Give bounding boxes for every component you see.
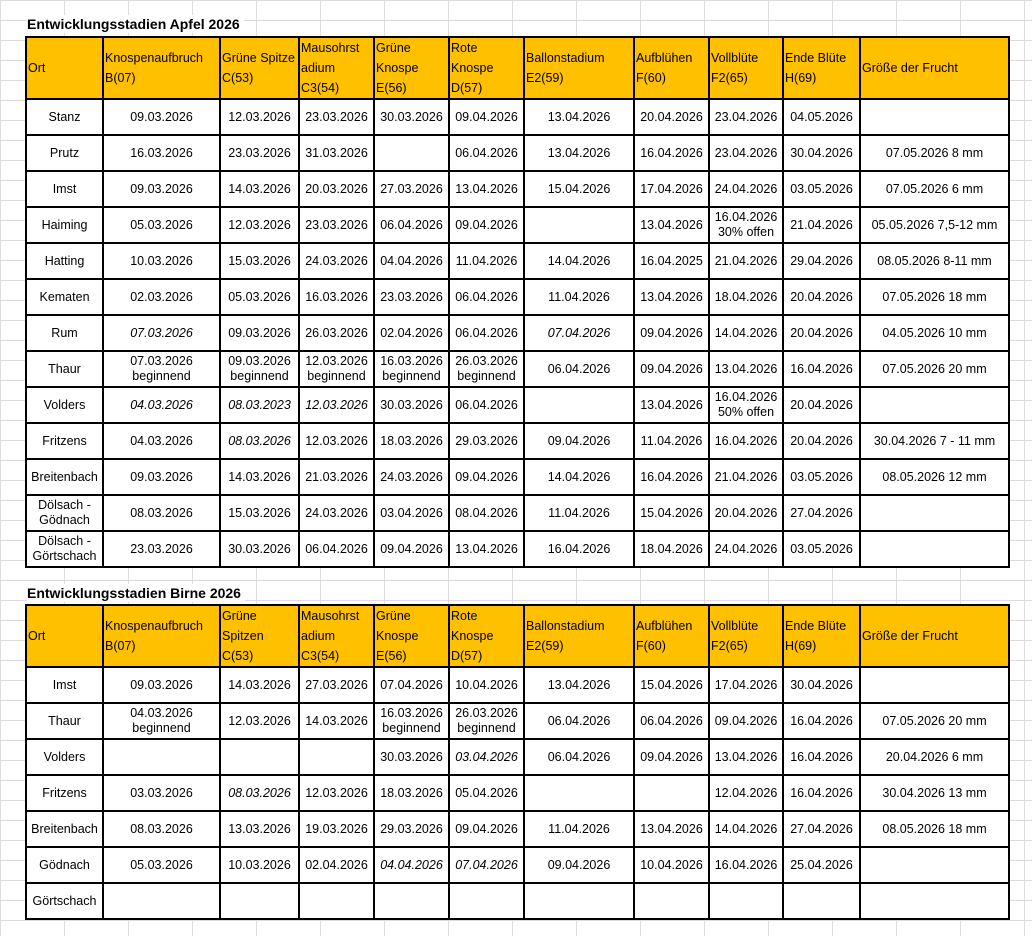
- column-header[interactable]: Aufblühen F(60): [634, 605, 709, 667]
- table-row: [26, 351, 1009, 387]
- date-cell[interactable]: 26.03.2026 beginnend: [449, 703, 524, 739]
- date-cell[interactable]: [783, 883, 860, 919]
- date-cell[interactable]: 23.03.2026: [220, 135, 299, 171]
- date-cell[interactable]: 16.04.2026: [783, 703, 860, 739]
- date-cell[interactable]: 09.04.2026: [449, 99, 524, 135]
- date-cell[interactable]: 24.03.2026: [299, 495, 374, 531]
- location-cell[interactable]: Gödnach: [26, 847, 103, 883]
- date-cell[interactable]: 11.04.2026: [524, 811, 634, 847]
- date-cell[interactable]: 30.03.2026: [374, 99, 449, 135]
- column-header[interactable]: Ort: [26, 37, 103, 99]
- date-cell[interactable]: 12.03.2026: [299, 387, 374, 423]
- date-cell[interactable]: 06.04.2026: [449, 135, 524, 171]
- location-cell[interactable]: Thaur: [26, 703, 103, 739]
- date-cell[interactable]: 20.04.2026: [783, 387, 860, 423]
- date-cell[interactable]: 05.04.2026: [449, 775, 524, 811]
- date-cell[interactable]: 27.04.2026: [783, 495, 860, 531]
- table-row: [26, 667, 1009, 703]
- date-cell[interactable]: 08.05.2026 12 mm: [860, 459, 1009, 495]
- date-cell[interactable]: 27.03.2026: [299, 667, 374, 703]
- date-cell[interactable]: 07.05.2026 8 mm: [860, 135, 1009, 171]
- date-cell[interactable]: 16.03.2026: [299, 279, 374, 315]
- date-cell[interactable]: 20.04.2026 6 mm: [860, 739, 1009, 775]
- date-cell[interactable]: 09.03.2026: [103, 99, 220, 135]
- column-header[interactable]: Rote Knospe D(57): [449, 605, 524, 667]
- date-cell[interactable]: 07.04.2026: [524, 315, 634, 351]
- date-cell[interactable]: 16.04.2026: [634, 135, 709, 171]
- date-cell[interactable]: 09.03.2026: [103, 667, 220, 703]
- column-header[interactable]: Aufblühen F(60): [634, 37, 709, 99]
- date-cell[interactable]: 12.03.2026: [220, 207, 299, 243]
- date-cell[interactable]: 16.04.2026: [634, 459, 709, 495]
- location-cell[interactable]: Hatting: [26, 243, 103, 279]
- date-cell[interactable]: 15.04.2026: [634, 667, 709, 703]
- date-cell[interactable]: 30.03.2026: [220, 531, 299, 567]
- date-cell[interactable]: 02.03.2026: [103, 279, 220, 315]
- date-cell[interactable]: 06.04.2026: [449, 315, 524, 351]
- date-cell[interactable]: 06.04.2026: [449, 279, 524, 315]
- date-cell[interactable]: 20.04.2026: [783, 279, 860, 315]
- date-cell[interactable]: [524, 387, 634, 423]
- table-row: [26, 207, 1009, 243]
- table-row: [26, 703, 1009, 739]
- date-cell[interactable]: 09.03.2026: [103, 171, 220, 207]
- date-cell[interactable]: 16.03.2026 beginnend: [374, 351, 449, 387]
- date-cell[interactable]: 10.03.2026: [103, 243, 220, 279]
- table-row: [26, 847, 1009, 883]
- column-header[interactable]: Grüne Spitzen C(53): [220, 605, 299, 667]
- date-cell[interactable]: [634, 775, 709, 811]
- date-cell[interactable]: [449, 883, 524, 919]
- date-cell[interactable]: 20.04.2026: [634, 99, 709, 135]
- date-cell[interactable]: 08.03.2026: [220, 423, 299, 459]
- date-cell[interactable]: 17.04.2026: [634, 171, 709, 207]
- date-cell[interactable]: 14.04.2026: [524, 459, 634, 495]
- date-cell[interactable]: 14.03.2026: [220, 171, 299, 207]
- location-cell[interactable]: Fritzens: [26, 775, 103, 811]
- date-cell[interactable]: 15.04.2026: [634, 495, 709, 531]
- date-cell[interactable]: 21.04.2026: [783, 207, 860, 243]
- date-cell[interactable]: 12.03.2026: [299, 423, 374, 459]
- date-cell[interactable]: [860, 495, 1009, 531]
- date-cell[interactable]: 10.04.2026: [634, 847, 709, 883]
- pear-header-row: [26, 605, 1009, 667]
- date-cell[interactable]: 26.03.2026 beginnend: [449, 351, 524, 387]
- date-cell[interactable]: [860, 667, 1009, 703]
- date-cell[interactable]: 08.03.2026: [103, 811, 220, 847]
- date-cell[interactable]: 24.04.2026: [709, 531, 783, 567]
- column-header[interactable]: Knospenaufbruch B(07): [103, 605, 220, 667]
- date-cell[interactable]: 09.04.2026: [524, 847, 634, 883]
- date-cell[interactable]: 13.04.2026: [634, 207, 709, 243]
- date-cell[interactable]: 14.04.2026: [524, 243, 634, 279]
- date-cell[interactable]: 20.04.2026: [783, 423, 860, 459]
- date-cell[interactable]: 16.04.2026 30% offen: [709, 207, 783, 243]
- date-cell[interactable]: 11.04.2026: [524, 495, 634, 531]
- date-cell[interactable]: 06.04.2026: [524, 739, 634, 775]
- column-header[interactable]: Ende Blüte H(69): [783, 37, 860, 99]
- date-cell[interactable]: 13.04.2026: [449, 531, 524, 567]
- table-row: [26, 459, 1009, 495]
- date-cell[interactable]: 27.03.2026: [374, 171, 449, 207]
- date-cell[interactable]: 23.03.2026: [374, 279, 449, 315]
- date-cell[interactable]: 07.04.2026: [374, 667, 449, 703]
- date-cell[interactable]: [220, 883, 299, 919]
- date-cell[interactable]: 25.04.2026: [783, 847, 860, 883]
- column-header[interactable]: Größe der Frucht: [860, 37, 1009, 99]
- date-cell[interactable]: [634, 883, 709, 919]
- date-cell[interactable]: 09.04.2026: [449, 811, 524, 847]
- date-cell[interactable]: 15.04.2026: [524, 171, 634, 207]
- date-cell[interactable]: 16.03.2026: [103, 135, 220, 171]
- date-cell[interactable]: 14.03.2026: [220, 667, 299, 703]
- date-cell[interactable]: 04.03.2026: [103, 387, 220, 423]
- date-cell[interactable]: 13.04.2026: [709, 351, 783, 387]
- date-cell[interactable]: 03.04.2026: [374, 495, 449, 531]
- date-cell[interactable]: [524, 207, 634, 243]
- date-cell[interactable]: 04.04.2026: [374, 847, 449, 883]
- date-cell[interactable]: 16.04.2026: [783, 775, 860, 811]
- column-header[interactable]: Vollblüte F2(65): [709, 37, 783, 99]
- date-cell[interactable]: 05.03.2026: [103, 207, 220, 243]
- date-cell[interactable]: 08.03.2026: [103, 495, 220, 531]
- date-cell[interactable]: [524, 775, 634, 811]
- date-cell[interactable]: 02.04.2026: [299, 847, 374, 883]
- date-cell[interactable]: 03.05.2026: [783, 531, 860, 567]
- location-cell[interactable]: Thaur: [26, 351, 103, 387]
- location-cell[interactable]: Volders: [26, 739, 103, 775]
- date-cell[interactable]: 23.04.2026: [709, 135, 783, 171]
- table-row: [26, 171, 1009, 207]
- date-cell[interactable]: 21.04.2026: [709, 459, 783, 495]
- date-cell[interactable]: 17.04.2026: [709, 667, 783, 703]
- date-cell[interactable]: 09.04.2026: [449, 207, 524, 243]
- date-cell[interactable]: 07.05.2026 18 mm: [860, 279, 1009, 315]
- date-cell[interactable]: 12.03.2026 beginnend: [299, 351, 374, 387]
- column-header[interactable]: Vollblüte F2(65): [709, 605, 783, 667]
- date-cell[interactable]: 03.03.2026: [103, 775, 220, 811]
- date-cell[interactable]: 03.05.2026: [783, 171, 860, 207]
- date-cell[interactable]: 09.03.2026: [103, 459, 220, 495]
- date-cell[interactable]: 06.04.2026: [524, 703, 634, 739]
- table-row: [26, 811, 1009, 847]
- table-row: [26, 315, 1009, 351]
- date-cell[interactable]: 11.04.2026: [634, 423, 709, 459]
- date-cell[interactable]: 30.04.2026: [783, 667, 860, 703]
- date-cell[interactable]: 08.05.2026 8-11 mm: [860, 243, 1009, 279]
- date-cell[interactable]: 20.04.2026: [709, 495, 783, 531]
- date-cell[interactable]: 18.03.2026: [374, 423, 449, 459]
- location-cell[interactable]: Görtschach: [26, 883, 103, 919]
- column-header[interactable]: Rote Knospe D(57): [449, 37, 524, 99]
- table-row: [26, 423, 1009, 459]
- date-cell[interactable]: 04.03.2026 beginnend: [103, 703, 220, 739]
- date-cell[interactable]: 16.04.2026 50% offen: [709, 387, 783, 423]
- date-cell[interactable]: 07.05.2026 20 mm: [860, 703, 1009, 739]
- date-cell[interactable]: [103, 883, 220, 919]
- date-cell[interactable]: 04.05.2026: [783, 99, 860, 135]
- date-cell[interactable]: 29.03.2026: [374, 811, 449, 847]
- date-cell[interactable]: 21.03.2026: [299, 459, 374, 495]
- location-cell[interactable]: Stanz: [26, 99, 103, 135]
- date-cell[interactable]: 06.04.2026: [634, 703, 709, 739]
- table-row: [26, 135, 1009, 171]
- location-cell[interactable]: Imst: [26, 171, 103, 207]
- location-cell[interactable]: Imst: [26, 667, 103, 703]
- apple-stages-table: [25, 36, 1010, 568]
- date-cell[interactable]: 13.04.2026: [524, 135, 634, 171]
- column-header[interactable]: Grüne Spitze C(53): [220, 37, 299, 99]
- date-cell[interactable]: 07.03.2026: [103, 315, 220, 351]
- apple-header-row: [26, 37, 1009, 99]
- date-cell[interactable]: 16.04.2026: [783, 739, 860, 775]
- column-header[interactable]: Knospenaufbruch B(07): [103, 37, 220, 99]
- date-cell[interactable]: 23.03.2026: [103, 531, 220, 567]
- date-cell[interactable]: 13.03.2026: [220, 811, 299, 847]
- date-cell[interactable]: [374, 883, 449, 919]
- location-cell[interactable]: Volders: [26, 387, 103, 423]
- date-cell[interactable]: 06.04.2026: [449, 387, 524, 423]
- date-cell[interactable]: 10.03.2026: [220, 847, 299, 883]
- date-cell[interactable]: 13.04.2026: [634, 387, 709, 423]
- date-cell[interactable]: 18.04.2026: [634, 531, 709, 567]
- date-cell[interactable]: 24.03.2026: [374, 459, 449, 495]
- date-cell[interactable]: 13.04.2026: [449, 171, 524, 207]
- date-cell[interactable]: 11.04.2026: [449, 243, 524, 279]
- date-cell[interactable]: 30.03.2026: [374, 387, 449, 423]
- date-cell[interactable]: 16.04.2025: [634, 243, 709, 279]
- date-cell[interactable]: 12.03.2026: [220, 99, 299, 135]
- table-row: [26, 883, 1009, 919]
- date-cell[interactable]: 13.04.2026: [524, 99, 634, 135]
- date-cell[interactable]: 13.04.2026: [634, 811, 709, 847]
- date-cell[interactable]: 14.04.2026: [709, 811, 783, 847]
- column-header[interactable]: Größe der Frucht: [860, 605, 1009, 667]
- date-cell[interactable]: 04.03.2026: [103, 423, 220, 459]
- location-cell[interactable]: Kematen: [26, 279, 103, 315]
- date-cell[interactable]: 05.03.2026: [220, 279, 299, 315]
- date-cell[interactable]: 07.03.2026 beginnend: [103, 351, 220, 387]
- pear-stages-table: [25, 604, 1010, 920]
- location-cell[interactable]: Breitenbach: [26, 811, 103, 847]
- pear-section-title: Entwicklungsstadien Birne 2026: [27, 584, 245, 602]
- location-cell[interactable]: Haiming: [26, 207, 103, 243]
- date-cell[interactable]: 30.04.2026 13 mm: [860, 775, 1009, 811]
- date-cell[interactable]: 23.03.2026: [299, 99, 374, 135]
- date-cell[interactable]: 14.04.2026: [709, 315, 783, 351]
- column-header[interactable]: Grüne Knospe E(56): [374, 37, 449, 99]
- date-cell[interactable]: 13.04.2026: [634, 279, 709, 315]
- date-cell[interactable]: [103, 739, 220, 775]
- date-cell[interactable]: 15.03.2026: [220, 243, 299, 279]
- date-cell[interactable]: [299, 883, 374, 919]
- column-header[interactable]: Ort: [26, 605, 103, 667]
- column-header[interactable]: Mausohrst adium C3(54): [299, 605, 374, 667]
- date-cell[interactable]: 30.03.2026: [374, 739, 449, 775]
- location-cell[interactable]: Rum: [26, 315, 103, 351]
- date-cell[interactable]: 06.04.2026: [524, 351, 634, 387]
- table-row: [26, 99, 1009, 135]
- date-cell[interactable]: 13.04.2026: [709, 739, 783, 775]
- date-cell[interactable]: 03.04.2026: [449, 739, 524, 775]
- date-cell[interactable]: 09.04.2026: [374, 531, 449, 567]
- date-cell[interactable]: 24.04.2026: [709, 171, 783, 207]
- date-cell[interactable]: 09.04.2026: [634, 351, 709, 387]
- date-cell[interactable]: 12.04.2026: [709, 775, 783, 811]
- table-row: [26, 495, 1009, 531]
- date-cell[interactable]: 03.05.2026: [783, 459, 860, 495]
- date-cell[interactable]: 16.04.2026: [709, 847, 783, 883]
- date-cell[interactable]: 06.04.2026: [299, 531, 374, 567]
- table-row: [26, 775, 1009, 811]
- date-cell[interactable]: 08.03.2023: [220, 387, 299, 423]
- date-cell[interactable]: 30.04.2026 7 - 11 mm: [860, 423, 1009, 459]
- date-cell[interactable]: 23.04.2026: [709, 99, 783, 135]
- date-cell[interactable]: 08.04.2026: [449, 495, 524, 531]
- date-cell[interactable]: 16.04.2026: [709, 423, 783, 459]
- date-cell[interactable]: 07.04.2026: [449, 847, 524, 883]
- location-cell[interactable]: Dölsach - Gödnach: [26, 495, 103, 531]
- date-cell[interactable]: 08.03.2026: [220, 775, 299, 811]
- date-cell[interactable]: 08.05.2026 18 mm: [860, 811, 1009, 847]
- date-cell[interactable]: 18.03.2026: [374, 775, 449, 811]
- date-cell[interactable]: 18.04.2026: [709, 279, 783, 315]
- date-cell[interactable]: 31.03.2026: [299, 135, 374, 171]
- date-cell[interactable]: 09.04.2026: [524, 423, 634, 459]
- date-cell[interactable]: 07.05.2026 6 mm: [860, 171, 1009, 207]
- date-cell[interactable]: 07.05.2026 20 mm: [860, 351, 1009, 387]
- date-cell[interactable]: [374, 135, 449, 171]
- date-cell[interactable]: 16.04.2026: [783, 351, 860, 387]
- date-cell[interactable]: 23.03.2026: [299, 207, 374, 243]
- date-cell[interactable]: [860, 387, 1009, 423]
- table-row: [26, 739, 1009, 775]
- date-cell[interactable]: 05.03.2026: [103, 847, 220, 883]
- date-cell[interactable]: 09.03.2026: [220, 315, 299, 351]
- column-header[interactable]: Ende Blüte H(69): [783, 605, 860, 667]
- date-cell[interactable]: 16.03.2026 beginnend: [374, 703, 449, 739]
- date-cell[interactable]: 13.04.2026: [524, 667, 634, 703]
- date-cell[interactable]: 14.03.2026: [220, 459, 299, 495]
- date-cell[interactable]: 09.04.2026: [709, 703, 783, 739]
- table-row: [26, 531, 1009, 567]
- column-header[interactable]: Ballonstadium E2(59): [524, 37, 634, 99]
- date-cell[interactable]: 09.03.2026 beginnend: [220, 351, 299, 387]
- table-row: [26, 387, 1009, 423]
- table-row: [26, 279, 1009, 315]
- date-cell[interactable]: 09.04.2026: [634, 739, 709, 775]
- date-cell[interactable]: 20.03.2026: [299, 171, 374, 207]
- date-cell[interactable]: [860, 99, 1009, 135]
- date-cell[interactable]: 21.04.2026: [709, 243, 783, 279]
- date-cell[interactable]: 04.04.2026: [374, 243, 449, 279]
- date-cell[interactable]: 12.03.2026: [220, 703, 299, 739]
- location-cell[interactable]: Breitenbach: [26, 459, 103, 495]
- date-cell[interactable]: 20.04.2026: [783, 315, 860, 351]
- date-cell[interactable]: [860, 531, 1009, 567]
- date-cell[interactable]: [860, 847, 1009, 883]
- date-cell[interactable]: [220, 739, 299, 775]
- location-cell[interactable]: Dölsach - Görtschach: [26, 531, 103, 567]
- location-cell[interactable]: Fritzens: [26, 423, 103, 459]
- date-cell[interactable]: [299, 739, 374, 775]
- date-cell[interactable]: 02.04.2026: [374, 315, 449, 351]
- date-cell[interactable]: [709, 883, 783, 919]
- date-cell[interactable]: [860, 883, 1009, 919]
- apple-section-title: Entwicklungsstadien Apfel 2026: [27, 15, 244, 33]
- column-header[interactable]: Ballonstadium E2(59): [524, 605, 634, 667]
- date-cell[interactable]: 19.03.2026: [299, 811, 374, 847]
- date-cell[interactable]: [524, 883, 634, 919]
- date-cell[interactable]: 27.04.2026: [783, 811, 860, 847]
- date-cell[interactable]: 26.03.2026: [299, 315, 374, 351]
- date-cell[interactable]: 05.05.2026 7,5-12 mm: [860, 207, 1009, 243]
- date-cell[interactable]: 11.04.2026: [524, 279, 634, 315]
- date-cell[interactable]: 04.05.2026 10 mm: [860, 315, 1009, 351]
- column-header[interactable]: Grüne Knospe E(56): [374, 605, 449, 667]
- date-cell[interactable]: 16.04.2026: [524, 531, 634, 567]
- date-cell[interactable]: 12.03.2026: [299, 775, 374, 811]
- date-cell[interactable]: 14.03.2026: [299, 703, 374, 739]
- date-cell[interactable]: 15.03.2026: [220, 495, 299, 531]
- date-cell[interactable]: 30.04.2026: [783, 135, 860, 171]
- table-row: [26, 243, 1009, 279]
- date-cell[interactable]: 29.03.2026: [449, 423, 524, 459]
- column-header[interactable]: Mausohrst adium C3(54): [299, 37, 374, 99]
- date-cell[interactable]: 10.04.2026: [449, 667, 524, 703]
- date-cell[interactable]: 29.04.2026: [783, 243, 860, 279]
- date-cell[interactable]: 09.04.2026: [634, 315, 709, 351]
- date-cell[interactable]: 24.03.2026: [299, 243, 374, 279]
- date-cell[interactable]: 09.04.2026: [449, 459, 524, 495]
- location-cell[interactable]: Prutz: [26, 135, 103, 171]
- date-cell[interactable]: 06.04.2026: [374, 207, 449, 243]
